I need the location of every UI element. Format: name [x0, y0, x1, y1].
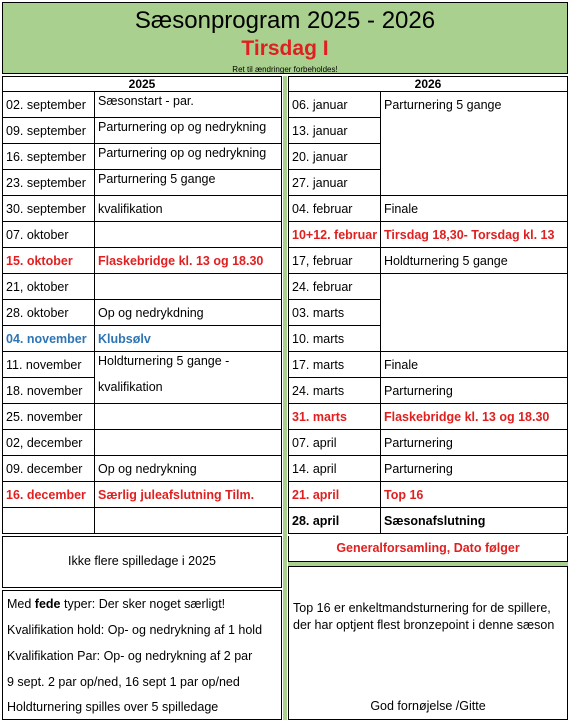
- notes-line: 9 sept. 2 par op/ned, 16 sept 1 par op/ned: [7, 675, 240, 689]
- event-cell: Op og nedrykdning: [95, 300, 282, 326]
- event-cell: [95, 404, 282, 430]
- year-header-2025: 2025: [2, 76, 282, 92]
- schedule-row: [2, 92, 282, 118]
- event-cell: Holdturnering 5 gange -: [95, 352, 282, 378]
- schedule-row: [288, 248, 568, 274]
- schedule-row: [2, 404, 282, 430]
- date-cell: 27. januar: [288, 170, 381, 196]
- date-cell: 21. april: [288, 482, 381, 508]
- date-cell: 18. november: [2, 378, 95, 404]
- date-cell: 28. oktober: [2, 300, 95, 326]
- event-cell: Parturnering: [381, 456, 568, 482]
- date-cell: 07. oktober: [2, 222, 95, 248]
- schedule-row: [288, 430, 568, 456]
- date-cell: 13. januar: [288, 118, 381, 144]
- event-cell: Sæsonafslutning: [381, 508, 568, 534]
- schedule-row: [288, 326, 568, 352]
- date-cell: 02, december: [2, 430, 95, 456]
- date-cell: 15. oktober: [2, 248, 95, 274]
- schedule-2026: [288, 92, 568, 534]
- no-more-games-text: Ikke flere spilledage i 2025: [67, 554, 216, 568]
- schedule-row: [288, 144, 568, 170]
- event-cell: kvalifikation: [95, 378, 282, 404]
- signoff-text: God fornøjelse /Gitte: [370, 699, 486, 713]
- event-cell: [381, 118, 568, 144]
- schedule-row: [288, 196, 568, 222]
- event-cell: [95, 274, 282, 300]
- header-banner: [2, 2, 568, 74]
- event-cell: Parturnering 5 gange: [95, 170, 282, 196]
- date-cell: 11. november: [2, 352, 95, 378]
- notes-box: [2, 590, 282, 720]
- top16-info-box: [288, 566, 568, 720]
- date-cell: 06. januar: [288, 92, 381, 118]
- schedule-2025: [2, 92, 282, 534]
- schedule-row: [288, 482, 568, 508]
- date-cell: 21, oktober: [2, 274, 95, 300]
- event-cell: Parturnering 5 gange: [381, 92, 568, 118]
- date-cell: 28. april: [288, 508, 381, 534]
- date-cell: 04. februar: [288, 196, 381, 222]
- date-cell: 24. marts: [288, 378, 381, 404]
- schedule-row: [2, 378, 282, 404]
- schedule-row: [2, 456, 282, 482]
- column-2025: [2, 76, 282, 534]
- event-cell: Holdturnering 5 gange: [381, 248, 568, 274]
- date-cell: 17. marts: [288, 352, 381, 378]
- event-cell: Særlig juleafslutning Tilm.: [95, 482, 282, 508]
- date-cell: 24. februar: [288, 274, 381, 300]
- schedule-row: [2, 144, 282, 170]
- date-cell: 31. marts: [288, 404, 381, 430]
- schedule-row: [2, 430, 282, 456]
- schedule-row: [288, 456, 568, 482]
- schedule-row: [2, 274, 282, 300]
- schedule-row: [288, 170, 568, 196]
- event-cell: [95, 508, 282, 534]
- schedule-row: [2, 482, 282, 508]
- event-cell: Finale: [381, 196, 568, 222]
- schedule-row: [2, 352, 282, 378]
- date-cell: 20. januar: [288, 144, 381, 170]
- date-cell: 23. september: [2, 170, 95, 196]
- event-cell: Klubsølv: [95, 326, 282, 352]
- page-title: Sæsonprogram 2025 - 2026: [134, 7, 436, 34]
- event-cell: [381, 326, 568, 352]
- event-cell: [381, 170, 568, 196]
- date-cell: [2, 508, 95, 534]
- column-divider: [283, 76, 287, 720]
- date-cell: 25. november: [2, 404, 95, 430]
- event-cell: Flaskebridge kl. 13 og 18.30: [95, 248, 282, 274]
- event-cell: [381, 274, 568, 300]
- top16-line: der har optjent flest bronzepoint i denne sæson: [293, 618, 555, 632]
- event-cell: [95, 222, 282, 248]
- event-cell: [381, 300, 568, 326]
- event-cell: [95, 430, 282, 456]
- event-cell: Parturnering: [381, 378, 568, 404]
- date-cell: 16. september: [2, 144, 95, 170]
- date-cell: 04. november: [2, 326, 95, 352]
- event-cell: Flaskebridge kl. 13 og 18.30: [381, 404, 568, 430]
- page-subtitle: Tirsdag I: [241, 37, 329, 60]
- schedule-row: [288, 378, 568, 404]
- schedule-row: [2, 300, 282, 326]
- schedule-row: [288, 92, 568, 118]
- schedule-row: [2, 222, 282, 248]
- notes-line: Kvalifikation hold: Op- og nedrykning af 1 hold: [7, 623, 263, 637]
- notes-line: Holdturnering spilles over 5 spilledage: [7, 700, 219, 714]
- date-cell: 30. september: [2, 196, 95, 222]
- date-cell: 03. marts: [288, 300, 381, 326]
- event-cell: Parturnering op og nedrykning: [95, 144, 282, 170]
- event-cell: Parturnering: [381, 430, 568, 456]
- date-cell: 17, februar: [288, 248, 381, 274]
- event-cell: [381, 144, 568, 170]
- schedule-row: [2, 118, 282, 144]
- notes-legend: Med fede typer: Der sker noget særligt!: [7, 597, 226, 611]
- event-cell: Top 16: [381, 482, 568, 508]
- column-2026: [288, 76, 568, 534]
- disclaimer-note: Ret til ændringer forbeholdes!: [232, 65, 338, 74]
- schedule-row: [288, 274, 568, 300]
- top16-line: Top 16 er enkeltmandsturnering for de spillere,: [293, 601, 551, 615]
- notes-line: Kvalifikation Par: Op- og nedrykning af 2 par: [7, 649, 253, 663]
- schedule-row: [288, 404, 568, 430]
- date-cell: 16. december: [2, 482, 95, 508]
- schedule-row: [2, 326, 282, 352]
- schedule-row: [288, 118, 568, 144]
- event-cell: Finale: [381, 352, 568, 378]
- schedule-row: [2, 170, 282, 196]
- date-cell: 07. april: [288, 430, 381, 456]
- event-cell: Tirsdag 18,30- Torsdag kl. 13: [381, 222, 568, 248]
- event-cell: kvalifikation: [95, 196, 282, 222]
- date-cell: 10. marts: [288, 326, 381, 352]
- schedule-row: [288, 352, 568, 378]
- schedule-row: [2, 196, 282, 222]
- schedule-row: [2, 508, 282, 534]
- no-more-games-box: [2, 536, 282, 588]
- general-assembly-text: Generalforsamling, Dato følger: [336, 541, 520, 555]
- date-cell: 02. september: [2, 92, 95, 118]
- date-cell: 09. september: [2, 118, 95, 144]
- date-cell: 14. april: [288, 456, 381, 482]
- year-header-2026: 2026: [288, 76, 568, 92]
- general-assembly-box: [288, 536, 568, 562]
- schedule-row: [288, 508, 568, 534]
- event-cell: Parturnering op og nedrykning: [95, 118, 282, 144]
- schedule-row: [288, 222, 568, 248]
- event-cell: Sæsonstart - par.: [95, 92, 282, 118]
- event-cell: Op og nedrykning: [95, 456, 282, 482]
- schedule-row: [288, 300, 568, 326]
- schedule-row: [2, 248, 282, 274]
- date-cell: 10+12. februar: [288, 222, 381, 248]
- date-cell: 09. december: [2, 456, 95, 482]
